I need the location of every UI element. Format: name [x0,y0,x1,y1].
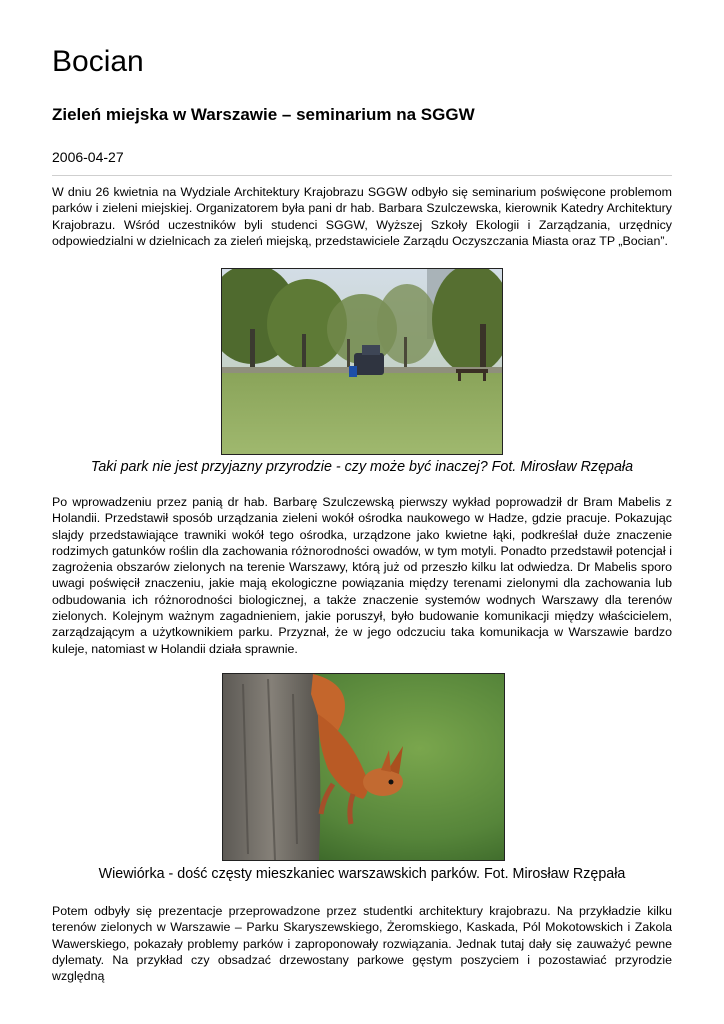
squirrel-photo-caption: Wiewiórka - dość częsty mieszkaniec warszawskich parków. Fot. Mirosław Rzępała [98,866,626,882]
divider [52,175,672,176]
squirrel-photo [222,673,505,861]
paragraph-3: Potem odbyły się prezentacje przeprowadzone przez studentki architektury krajobrazu. Na przykładzie kilku terenów zielonych w Warszawie – Parku Skaryszewskiego, Żeromskiego, Kaskada, Pól Mokotowskich i Zakola Wawerskiego, pokazały problemy parków i zaproponowały rozwiązania. Jednak tutaj dały się zauważyć pewne dylematy. Na przykład czy obsadzać drzewostany parkowe gęstym poszyciem i pozostawiać przyrodzie względną [52,904,672,984]
article-date: 2006-04-27 [52,149,124,165]
park-photo [221,268,503,455]
site-title: Bocian [52,45,144,78]
park-photo-caption: Taki park nie jest przyjazny przyrodzie - czy może być inaczej? Fot. Mirosław Rzępała [90,459,634,475]
article-title: Zieleń miejska w Warszawie – seminarium na SGGW [52,105,475,124]
paragraph-1: W dniu 26 kwietnia na Wydziale Architektury Krajobrazu SGGW odbyło się seminarium poświęcone problemom parków i zieleni miejskiej. Organizatorem była pani dr hab. Barbara Szulczewska, kierownik Katedry Architektury Krajobrazu. Wśród uczestników byli studenci SGGW, Wyższej Szkoły Ekologii i Zarządzania, urzędnicy odpowiedzialni w dzielnicach za zieleń miejską, przedstawiciele Zarządu Oczyszczania Miasta oraz TP „Bocian”. [52,185,672,248]
paragraph-2: Po wprowadzeniu przez panią dr hab. Barbarę Szulczewską pierwszy wykład poprowadził dr Bram Mabelis z Holandii. Przedstawił sposób urządzania zieleni wokół ośrodka naukowego w Hadze, gdzie pracuje. Pokazując slajdy przedstawiające trawniki wokół tego ośrodka, urządzone jako kwietne łąki, podkreślał duże znaczenie rodzimych gatunków roślin dla zachowania różnorodności owadów, w tym motyli. Ponadto przedstawił potencjał i zagrożenia obszarów zielonych na terenie Warszawy, którą już od przeszło kilku lat odwiedza. Dr Mabelis sporo uwagi poświęcił znaczeniu, jakie mają ekologiczne powiązania między terenami zielonymi dla zachowania lub odbudowania ich różnorodności biologicznej, a także znaczenie systemów wodnych Warszawy dla terenów zielonych. Kolejnym ważnym zagadnieniem, jakie poruszył, było budowanie komunikacji między właścicielem, zarządzającym a użytkownikiem parku. Przyznał, że w jego odczuciu taka komunikacja w Warszawie bardzo kuleje, natomiast w Holandii działa sprawnie. [52,495,672,656]
